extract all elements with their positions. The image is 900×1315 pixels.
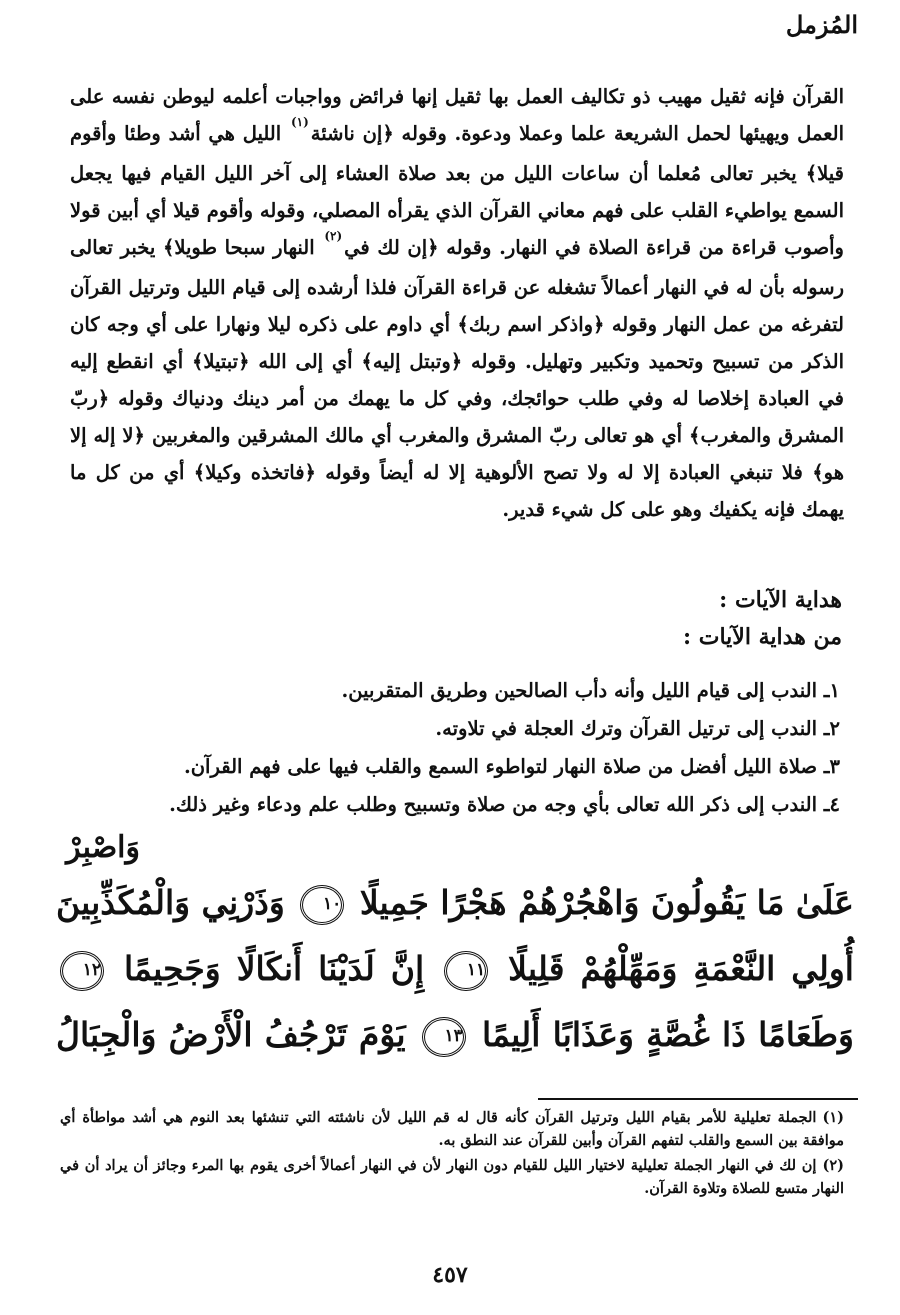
page-number: ٤٥٧ <box>432 1262 468 1288</box>
ayah-number-marker: ١٣ <box>422 1017 466 1057</box>
verse-text: يَوْمَ تَرْجُفُ الْأَرْضُ وَالْجِبَالُ <box>56 1015 406 1054</box>
footnote-divider <box>538 1098 858 1100</box>
quran-line-1 <box>56 870 854 936</box>
lesson-item: ٣ـ صلاة الليل أفضل من صلاة النهار لتواطوء السمع والقلب فيها على فهم القرآن. <box>183 755 840 778</box>
verse-text: وَطَعَامًا ذَا غُصَّةٍ وَعَذَابًا أَلِيمًا <box>482 1015 854 1054</box>
lesson-item: ١ـ الندب إلى قيام الليل وأنه دأب الصالحين وطريق المتقربين. <box>341 679 840 702</box>
tafsir-paragraph <box>70 78 844 528</box>
lesson-item: ٢ـ الندب إلى ترتيل القرآن وترك العجلة في تلاوته. <box>435 717 840 740</box>
verse-text: إِنَّ لَدَيْنَا أَنكَالًا وَجَحِيمًا <box>124 949 425 988</box>
quran-verses <box>56 870 854 1068</box>
ayah-number-marker: ١١ <box>444 951 488 991</box>
footnote-2 <box>60 1154 844 1200</box>
tafsir-text <box>70 78 844 528</box>
quran-opening-word: وَاصْبِرْ <box>66 830 140 865</box>
footnote-number: (١) <box>822 1109 844 1126</box>
footnote-number: (٢) <box>822 1157 844 1174</box>
footnote-ref-2[interactable]: (٢) <box>324 229 343 243</box>
ayah-number-marker: ١٢ <box>60 951 104 991</box>
tafsir-text-part-b: الليل هي أشد وطئا وأقوم قيلا﴾ يخبر تعالى مُعلما أن ساعات الليل من بعد صلاة العشاء إلى آخر الليل القيام فيها يجعل السمع يواطيء القلب على فهم معاني القرآن الذي يقرأه المصلي، وقوله وأقوم قيلا أي أبين قولا وأصوب قراءة من قراءة الصلاة في النهار. وقوله ﴿إن لك في <box>70 122 844 259</box>
tafsir-text-part-a: القرآن فإنه ثقيل مهيب ذو تكاليف العمل بها ثقيل إنها فرائض وواجبات أعلمه ليوطن نفسه على العمل ويهيئها لحمل الشريعة علما وعملا ودعوة. وقوله ﴿إن ناشئة <box>70 85 844 145</box>
footnotes <box>60 1106 844 1202</box>
ayah-number-marker: ١٠ <box>300 885 344 925</box>
section-heading-guidance-list: من هداية الآيات : <box>682 624 842 650</box>
lesson-item: ٤ـ الندب إلى ذكر الله تعالى بأي وجه من صلاة وتسبيح وطلب علم ودعاء وغير ذلك. <box>169 793 840 816</box>
section-heading-guidance: هداية الآيات : <box>719 587 842 613</box>
verse-text: عَلَىٰ مَا يَقُولُونَ وَاهْجُرْهُمْ هَجْرًا جَمِيلًا <box>359 883 854 922</box>
verse-text: وَذَرْنِي وَالْمُكَذِّبِينَ <box>56 883 285 922</box>
surah-title-header: المُزمل <box>785 10 858 39</box>
footnote-text: الجملة تعليلية للأمر بقيام الليل وترتيل القرآن كأنه قال له قم الليل لأن ناشئته التي تنشئها بعد النوم هي أشد مواطأة أي موافقة بين السمع والقلب لتفهم القرآن وأبين للقرآن عند النطق به. <box>60 1109 844 1149</box>
verse-text: أُولِي النَّعْمَةِ وَمَهِّلْهُمْ قَلِيلًا <box>508 949 854 988</box>
lessons-list <box>70 672 840 824</box>
footnote-1 <box>60 1106 844 1152</box>
tafsir-text-part-c: النهار سبحا طويلا﴾ يخبر تعالى رسوله بأن له في النهار أعمالاً تشغله عن قراءة القرآن فلذا أرشده إلى قيام الليل وترتيل القرآن لتفرغه من عمل النهار وقوله ﴿واذكر اسم ربك﴾ أي داوم على ذكره ليلا ونهارا على أي وجه كان الذكر من تسبيح وتحميد وتكبير وتهليل. وقوله ﴿وتبتل إليه﴾ أي إلى الله ﴿تبتيلا﴾ أي انقطع إليه في العبادة إخلاصا له وفي طلب حوائجك، وفي كل ما يهمك من أمر دينك ودنياك وقوله ﴿ربّ المشرق والمغرب﴾ أي هو تعالى ربّ المشرق والمغرب أي مالك المشرقين والمغربين ﴿لا إله إلا هو﴾ فلا تنبغي العبادة إلا له ولا تصح الألوهية إلا له أيضاً وقوله ﴿فاتخذه وكيلا﴾ أي من كل ما يهمك فإنه يكفيك وهو على كل شيء قدير. <box>70 236 844 521</box>
footnote-text: إن لك في النهار الجملة تعليلية لاختيار الليل للقيام دون النهار لأن في النهار أعمالاً أخرى يقوم بها المرء وجائز أن يراد أن في النهار متسع للصلاة وتلاوة القرآن. <box>60 1157 844 1197</box>
footnote-ref-1[interactable]: (١) <box>290 115 309 129</box>
quran-line-3 <box>56 1002 854 1068</box>
quran-line-2 <box>56 936 854 1002</box>
